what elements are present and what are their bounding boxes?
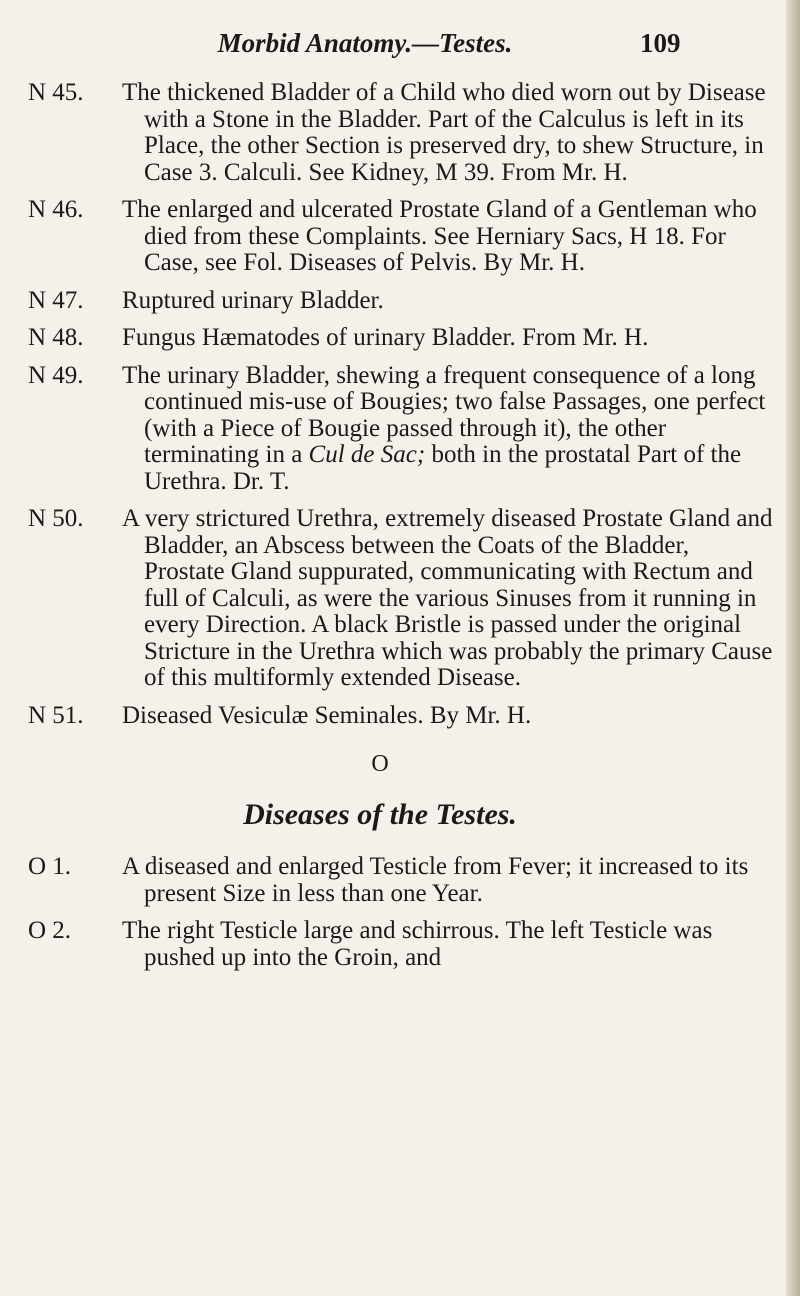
catalogue-entry — [0, 197, 800, 277]
entry-text-part: The urinary Bladder, shewing a frequent consequence of a long continued mis-use of Bougies; two false Passages, one perfect (with a Piece of Bougie passed through it), the other terminating in a — [122, 361, 766, 468]
entry-number: N 49. — [28, 361, 84, 389]
page-number: 109 — [640, 28, 681, 58]
entry-number: O 2. — [28, 917, 72, 944]
entry-text-part: both in the prostatal Part of the Urethra. Dr. T. — [144, 441, 742, 495]
entry-text: The enlarged and ulcerated Prostate Gland of a Gentleman who died from these Complaints. See Herniary Sacs, H 18. For Case, see Fol. Diseases of Pelvis. By Mr. H. — [122, 196, 757, 276]
entry-text: Fungus Hæmatodes of urinary Bladder. From Mr. H. — [122, 324, 649, 351]
catalogue-entry — [0, 325, 800, 352]
entry-number: N 48. — [28, 324, 84, 351]
entry-number: N 46. — [28, 196, 84, 223]
catalogue-entries — [0, 80, 800, 982]
catalogue-entry — [0, 363, 800, 496]
entry-text — [122, 363, 774, 496]
section-letter: O — [371, 751, 389, 777]
catalogue-entry — [0, 918, 800, 971]
entry-text: Diseased Vesiculæ Seminales. By Mr. H. — [122, 701, 532, 729]
entry-number: O 1. — [28, 853, 72, 880]
page-header — [0, 26, 800, 66]
entry-number: N 51. — [28, 701, 84, 729]
running-title: Morbid Anatomy.—Testes. — [217, 28, 513, 58]
section-title: Diseases of the Testes. — [243, 798, 517, 831]
section-entries — [0, 854, 800, 971]
entry-text: Ruptured urinary Bladder. — [122, 286, 384, 314]
entry-text: The right Testicle large and schirrous. The left Testicle was pushed up into the Groin, and — [122, 917, 713, 971]
catalogue-entry — [0, 506, 800, 692]
entry-text: A diseased and enlarged Testicle from Fever; it increased to its present Size in less than one Year. — [122, 853, 749, 907]
entry-number: N 50. — [28, 505, 84, 532]
catalogue-entry — [0, 80, 800, 186]
entry-number: N 45. — [28, 79, 84, 106]
catalogue-entry — [0, 703, 800, 730]
entry-text: The thickened Bladder of a Child who died worn out by Disease with a Stone in the Bladder. Part of the Calculus is left in its Place, the other Section is preserved dry, to shew Structure, in Case 3. Calculi. See Kidney, M 39. From Mr. H. — [122, 79, 766, 186]
entry-text: A very strictured Urethra, extremely diseased Prostate Gland and Bladder, an Abscess between the Coats of the Bladder, Prostate Gland suppurated, communicating with Rectum and full of Calculi, as were the various Sinuses from it running in every Direction. A black Bristle is passed under the original Stricture in the Urethra which was probably the primary Cause of this multiformly extended Disease. — [122, 505, 773, 691]
catalogue-entry — [0, 854, 800, 907]
entry-number: N 47. — [28, 286, 84, 314]
catalogue-entry — [0, 288, 800, 315]
entry-text-italic: Cul de Sac; — [308, 441, 426, 468]
